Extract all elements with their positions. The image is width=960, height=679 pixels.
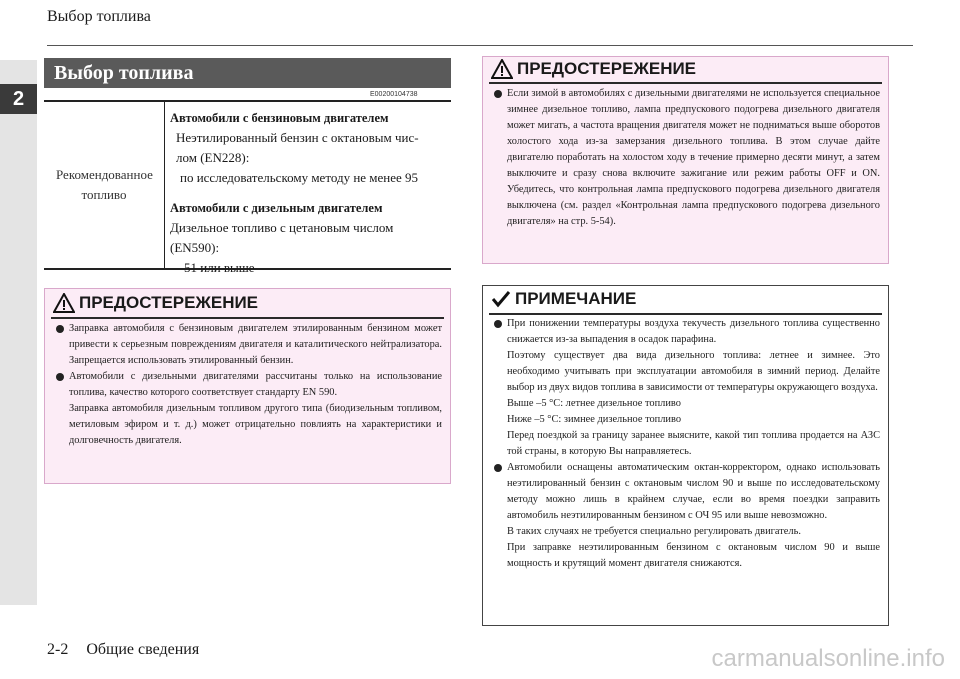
note-title: ПРИМЕЧАНИЕ: [515, 289, 637, 308]
note-bullet: Автомобили оснащены автоматическим октан-корректором, однако использовать неэтилированный бензин с октановым числом 90 и выше по исследовательскому методу можно лишь в крайнем случае, если во время поездки заправить автомобиль неэтилированным бензином с ОЧ 95 или выше невозможно.: [491, 460, 880, 524]
note-paragraph: При заправке неэтилированным бензином с октановым числом 90 и выше мощность и крутящий момент двигателя снижаются.: [507, 542, 880, 569]
warning-paragraph: Заправка автомобиля дизельным топливом другого типа (биодизельным топливом, метиловым эфиром и т. д.) может отрицательно повлиять на характеристики и долговечность двигателя.: [69, 403, 442, 446]
note-body: [491, 316, 880, 572]
warning-bullet: Если зимой в автомобилях с дизельными двигателями не используется специальное зимнее дизельное топливо, лампа предпускового подогрева дизельного двигателя может мигать, а частота вращения двигателя может не подниматься выше оборотов холостого хода из-за замерзания дизельного топлива. В этом случае дайте двигателю поработать на холостом ходу в течение примерно десяти минут, а затем выключите и сразу снова включите зажигание или режим работы OFF и ON. Убедитесь, что контрольная лампа предпускового подогрева дизельного двигателя выключена (см. раздел «Контрольная лампа предпускового подогрева дизельного двигателя» на стр. 5-54).: [491, 86, 880, 230]
gasoline-line: Неэтилированный бензин с октановым чис-: [176, 130, 419, 145]
page-footer: [47, 641, 199, 659]
section-title: Выбор топлива: [44, 58, 451, 88]
chapter-tab: 2: [0, 84, 37, 114]
warning-title: ПРЕДОСТЕРЕЖЕНИЕ: [79, 293, 259, 312]
note-rule: [489, 313, 882, 315]
side-strip: [0, 60, 37, 605]
note-paragraph: Поэтому существует два вида дизельного топлива: летнее и зимнее. Это необходимо учитывать при эксплуатации автомобиля в зимний период. Делайте выбор из двух видов топлива в зависимости от температуры окружающего воздуха.: [507, 350, 880, 393]
diesel-line: (EN590):: [170, 240, 220, 255]
gasoline-line: лом (EN228):: [176, 150, 250, 165]
warning-header: [53, 293, 258, 313]
warning-triangle-icon: [491, 59, 513, 79]
fuel-table: [44, 100, 451, 275]
fuel-table-label: [44, 102, 165, 268]
note-paragraph: Ниже –5 °C: зимнее дизельное топливо: [507, 414, 682, 425]
warning-rule: [51, 317, 444, 319]
warning-body: [53, 321, 442, 449]
note-box: [482, 285, 889, 626]
diesel-heading: Автомобили с дизельным двигателем: [170, 201, 383, 215]
warning-box-right: [482, 56, 889, 264]
fuel-table-content: [170, 108, 450, 278]
warning-bullet: Автомобили с дизельными двигателями рассчитаны только на использование топлива, качество которого соответствует стандарту EN 590.: [53, 369, 442, 401]
warning-triangle-icon: [53, 293, 75, 313]
note-paragraph: В таких случаях не требуется специально регулировать двигатель.: [507, 526, 801, 537]
warning-rule: [489, 82, 882, 84]
gasoline-line: по исследовательскому методу не менее 95: [180, 170, 419, 185]
header-rule: [47, 45, 913, 46]
warning-body: [491, 86, 880, 230]
chapter-name: Общие сведения: [86, 641, 200, 658]
checkmark-icon: [491, 290, 511, 308]
warning-title: ПРЕДОСТЕРЕЖЕНИЕ: [517, 59, 697, 78]
note-header: [491, 289, 636, 309]
gasoline-heading: Автомобили с бензиновым двигателем: [170, 111, 389, 125]
warning-header: [491, 59, 696, 79]
watermark: carmanualsonline.info: [711, 645, 945, 672]
page-number: 2-2: [47, 641, 69, 658]
warning-bullet: Заправка автомобиля с бензиновым двигателем этилированным бензином может привести к серьезным повреждениям двигателя и каталитического нейтрализатора. Запрещается использовать этилированный бензин.: [53, 321, 442, 369]
note-paragraph: Выше –5 °C: летнее дизельное топливо: [507, 398, 681, 409]
running-header: Выбор топлива: [47, 8, 151, 25]
diesel-line: Дизельное топливо с цетановым числом: [170, 220, 394, 235]
section-code: E00200104738: [370, 91, 418, 98]
note-bullet: При понижении температуры воздуха текучесть дизельного топлива существенно снижается из-за выпадения в осадок парафина.: [491, 316, 880, 348]
recommended-fuel-label: Рекомендованное топливо: [56, 167, 153, 202]
note-paragraph: Перед поездкой за границу заранее выясните, какой тип топлива продается на АЗС той страны, в которую Вы направляетесь.: [507, 430, 880, 457]
diesel-line: 51 или выше: [184, 260, 255, 275]
warning-box-left: [44, 288, 451, 484]
